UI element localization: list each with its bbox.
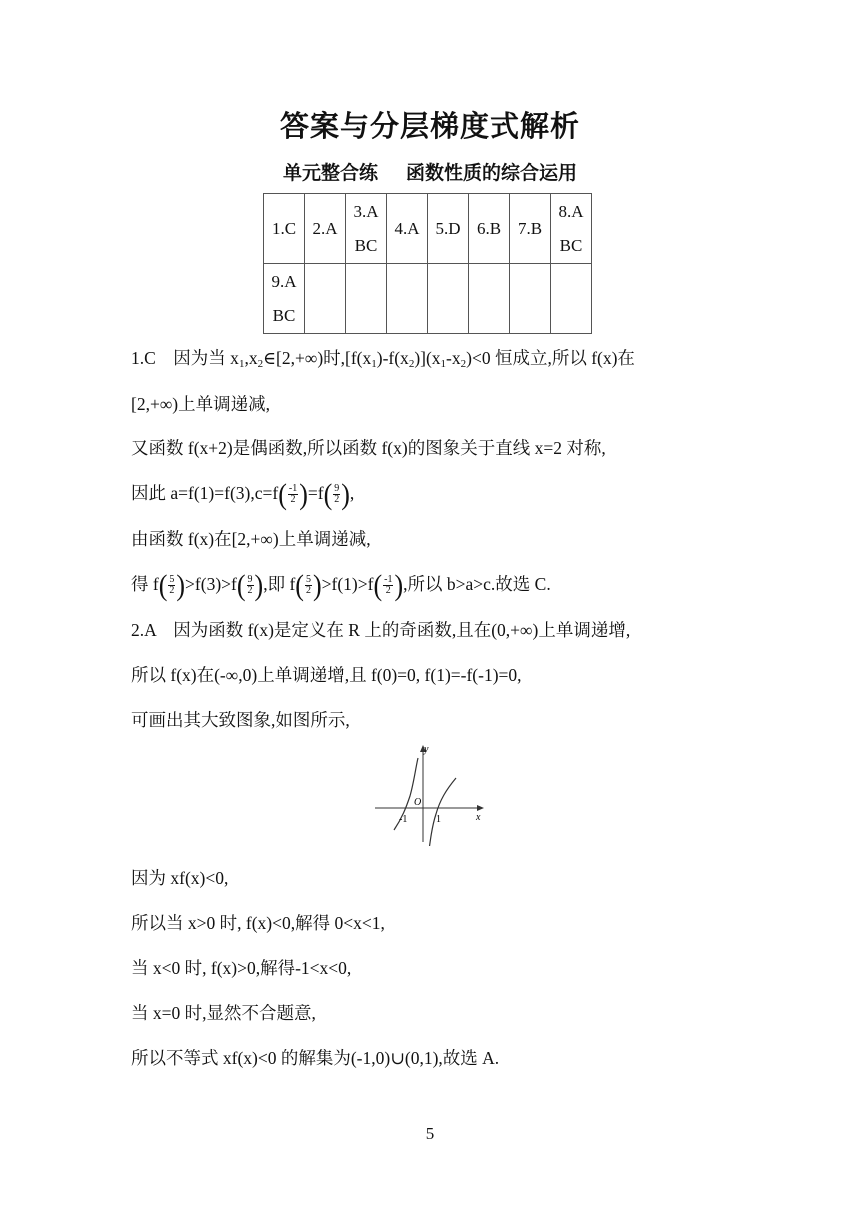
- answer-cell: 7.B: [510, 194, 551, 264]
- answer-cell: [387, 264, 428, 334]
- function-graph: [370, 742, 490, 846]
- q2-line-8: 所以不等式 xf(x)<0 的解集为(-1,0)∪(0,1),故选 A.: [131, 1048, 500, 1068]
- fraction-nine-half: $\frac{9}{2}$: [247, 574, 253, 597]
- answer-cell: 8.A BC: [551, 194, 592, 264]
- q1-line-6: 得 f( $\frac{5}{2}$ )>f(3)>f( $\frac{9}{2}$ ),即 f( $\frac{5}{2}$ )>f(1)>f( $\frac{-1}{2}$ ),所以 b>a>c.故选 C.: [131, 568, 551, 603]
- answer-cell: 9.A BC: [264, 264, 305, 334]
- answer-cell: 3.A BC: [346, 194, 387, 264]
- answer-cell: 1.C: [264, 194, 305, 264]
- fraction-neg-half: $\frac{-1}{2}$: [288, 483, 298, 506]
- q2-line-7: 当 x=0 时,显然不合题意,: [131, 1003, 316, 1023]
- page-number: 5: [425, 1124, 435, 1143]
- q1-line-2: [2,+∞)上单调递减,: [131, 394, 270, 414]
- x-axis-label: x: [476, 812, 481, 823]
- answer-cell: 2.A: [305, 194, 346, 264]
- neg-one-label: -1: [399, 814, 408, 825]
- answer-row-1: [264, 194, 592, 264]
- answer-table: [263, 193, 592, 334]
- subtitle-right: 函数性质的综合运用: [406, 162, 578, 184]
- subtitle-left: 单元整合练: [282, 162, 378, 184]
- answer-cell: [346, 264, 387, 334]
- q2-line-1: 2.A 因为函数 f(x)是定义在 R 上的奇函数,且在(0,+∞)上单调递增,: [131, 620, 631, 640]
- q2-line-6: 当 x<0 时, f(x)>0,解得-1<x<0,: [131, 958, 352, 978]
- q2-line-4: 因为 xf(x)<0,: [131, 868, 229, 888]
- q1-line-3: 又函数 f(x+2)是偶函数,所以函数 f(x)的图象关于直线 x=2 对称,: [131, 438, 606, 458]
- one-label: 1: [436, 814, 441, 825]
- q2-line-3: 可画出其大致图象,如图所示,: [131, 710, 350, 730]
- fraction-five-half: $\frac{5}{2}$: [305, 574, 311, 597]
- y-axis-label: y: [424, 744, 429, 755]
- answer-cell: [510, 264, 551, 334]
- q2-line-2: 所以 f(x)在(-∞,0)上单调递增,且 f(0)=0, f(1)=-f(-1)=0,: [131, 665, 522, 685]
- fraction-neg-half: $\frac{-1}{2}$: [384, 574, 393, 597]
- q1-line-4: 因此 a=f(1)=f(3),c=f( $\frac{-1}{2}$ )=f( $\frac{9}{2}$ ),: [131, 477, 355, 512]
- section-subtitle: [0, 158, 860, 185]
- q1-line-1: 1.C 因为当 $x_1,x_2\in[2,+\infty)$时$,[f(x_1)-f(x_2)](x_1-x_2)<0$ 恒成立,所以 f(x)在: [131, 348, 635, 370]
- answer-row-2: [264, 264, 592, 334]
- q2-line-5: 所以当 x>0 时, f(x)<0,解得 0<x<1,: [131, 913, 385, 933]
- answer-cell: [469, 264, 510, 334]
- answer-cell: [305, 264, 346, 334]
- answer-cell: [551, 264, 592, 334]
- q1-line-5: 由函数 f(x)在[2,+∞)上单调递减,: [131, 529, 371, 549]
- answer-cell: 4.A: [387, 194, 428, 264]
- answer-cell: [428, 264, 469, 334]
- answer-cell: 5.D: [428, 194, 469, 264]
- answer-cell: 6.B: [469, 194, 510, 264]
- page-title: 答案与分层梯度式解析: [279, 109, 580, 143]
- fraction-nine-half: $\frac{9}{2}$: [334, 483, 340, 506]
- origin-label: O: [414, 797, 422, 808]
- fraction-five-half: $\frac{5}{2}$: [169, 574, 175, 597]
